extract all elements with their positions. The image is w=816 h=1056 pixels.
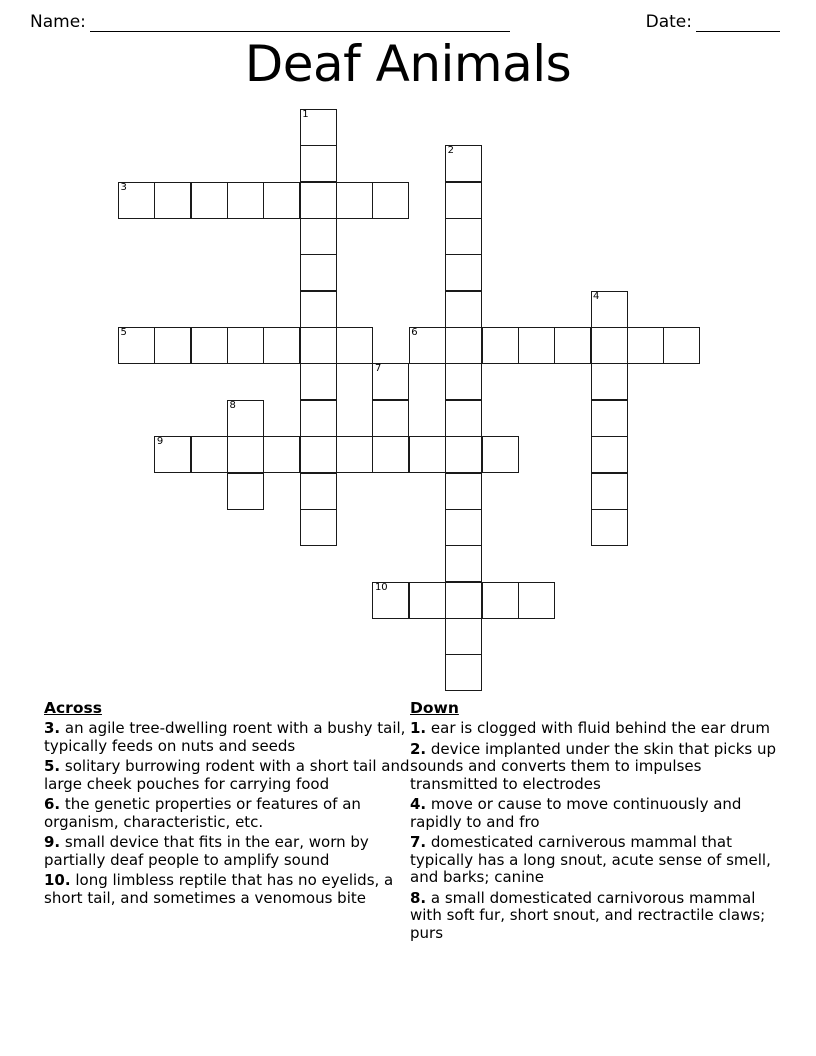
clue-number: 3. (44, 719, 61, 737)
crossword-cell[interactable] (591, 436, 628, 473)
crossword-cell[interactable] (227, 327, 264, 364)
crossword-cell[interactable] (227, 182, 264, 219)
clue-down-4 (410, 796, 776, 831)
cell-number: 3 (120, 181, 127, 193)
crossword-cell[interactable] (445, 363, 482, 400)
crossword-cell[interactable] (372, 363, 409, 400)
crossword-cell[interactable] (263, 327, 300, 364)
crossword-cell[interactable] (154, 436, 191, 473)
clue-number: 5. (44, 757, 61, 775)
clue-down-7 (410, 834, 776, 887)
cell-number: 6 (411, 327, 418, 339)
crossword-cell[interactable] (445, 400, 482, 437)
clues-section (0, 698, 816, 945)
crossword-cell[interactable] (300, 327, 337, 364)
clue-across-3 (44, 720, 410, 755)
crossword-cell[interactable] (445, 145, 482, 182)
crossword-cell[interactable] (300, 400, 337, 437)
crossword-cell[interactable] (300, 254, 337, 291)
clue-down-2 (410, 741, 776, 794)
clue-number: 7. (410, 833, 427, 851)
clue-number: 8. (410, 888, 427, 907)
crossword-cell[interactable] (154, 327, 191, 364)
crossword-cell[interactable] (191, 436, 228, 473)
crossword-cell[interactable] (227, 436, 264, 473)
crossword-cell[interactable] (445, 473, 482, 510)
across-clue-list (44, 720, 410, 907)
crossword-cell[interactable] (227, 400, 264, 437)
clue-text: a small domesticated carnivorous mammal with soft fur, short snout, and rectractile claws; purs (410, 888, 766, 942)
down-heading: Down (410, 699, 459, 717)
crossword-cell[interactable] (591, 473, 628, 510)
cell-number: 9 (156, 436, 164, 448)
crossword-cell[interactable] (445, 182, 482, 219)
cell-number: 2 (447, 145, 455, 157)
crossword-cell[interactable] (409, 436, 446, 473)
crossword-cell[interactable] (191, 182, 228, 219)
clue-across-10 (44, 872, 410, 907)
crossword-cell[interactable] (518, 582, 555, 619)
crossword-cell[interactable] (300, 182, 337, 219)
clue-number: 2. (410, 739, 427, 758)
clue-down-8 (410, 890, 776, 943)
clue-number: 4. (410, 795, 427, 813)
clue-across-6 (44, 796, 410, 831)
crossword-cell[interactable] (591, 327, 628, 364)
crossword-cell[interactable] (591, 509, 628, 546)
cell-number: 1 (302, 109, 309, 120)
clue-number: 9. (44, 833, 61, 851)
clue-text: long limbless reptile that has no eyelids, a short tail, and sometimes a venomous bite (44, 871, 394, 907)
cell-number: 4 (593, 290, 600, 302)
clue-text: solitary burrowing rodent with a short tail and large cheek pouches for carrying food (44, 757, 410, 793)
crossword-cell[interactable] (482, 327, 519, 364)
crossword-cell[interactable] (591, 363, 628, 400)
crossword-cell[interactable] (445, 327, 482, 364)
crossword-cell[interactable] (300, 509, 337, 546)
clue-down-1 (410, 720, 776, 738)
clue-number: 1. (410, 719, 427, 737)
page-title: Deaf Animals (244, 35, 572, 93)
clue-text: domesticated carniverous mammal that typically has a long snout, acute sense of smell, and barks; canine (410, 833, 771, 886)
crossword-cell[interactable] (263, 436, 300, 473)
crossword-cell[interactable] (118, 182, 155, 219)
down-clues-column (410, 698, 776, 945)
crossword-cell[interactable] (445, 545, 482, 582)
crossword-cell[interactable] (300, 363, 337, 400)
crossword-cell[interactable] (591, 291, 628, 328)
crossword-cell[interactable] (445, 218, 482, 255)
across-heading: Across (44, 699, 102, 717)
clue-text: small device that fits in the ear, worn by partially deaf people to amplify sound (44, 833, 369, 869)
cell-number: 8 (229, 399, 236, 411)
clue-number: 6. (44, 795, 61, 813)
crossword-cell[interactable] (482, 436, 519, 473)
crossword-cell[interactable] (445, 582, 482, 619)
crossword-cell[interactable] (409, 582, 446, 619)
crossword-cell[interactable] (372, 182, 409, 219)
clue-text: the genetic properties or features of an organism, characteristic, etc. (44, 795, 361, 831)
clue-text: move or cause to move continuously and rapidly to and fro (410, 795, 742, 831)
cell-number: 10 (374, 581, 388, 593)
across-clues-column (44, 698, 410, 945)
crossword-cell[interactable] (409, 327, 446, 364)
crossword-cell[interactable] (300, 473, 337, 510)
crossword-cell[interactable] (300, 436, 337, 473)
crossword-cell[interactable] (300, 109, 337, 146)
crossword-cell[interactable] (227, 473, 264, 510)
clue-number: 10. (44, 871, 71, 889)
crossword-cell[interactable] (445, 618, 482, 655)
cell-number: 5 (120, 327, 127, 339)
crossword-cell[interactable] (300, 218, 337, 255)
clue-across-5 (44, 758, 410, 793)
name-label: Name: (30, 12, 86, 32)
crossword-cell[interactable] (627, 327, 664, 364)
crossword-cell[interactable] (191, 327, 228, 364)
crossword-cell[interactable] (118, 327, 155, 364)
crossword-cell[interactable] (591, 400, 628, 437)
crossword-cell[interactable] (482, 582, 519, 619)
crossword-cell[interactable] (372, 582, 409, 619)
crossword-cell[interactable] (336, 327, 373, 364)
clue-text: an agile tree-dwelling roent with a bushy tail, typically feeds on nuts and seeds (44, 719, 406, 755)
cell-number: 7 (374, 363, 382, 375)
clue-text: ear is clogged with fluid behind the ear drum (426, 719, 770, 737)
down-clue-list (410, 720, 776, 942)
crossword-cell[interactable] (445, 654, 482, 691)
crossword-cell[interactable] (445, 509, 482, 546)
crossword-cell[interactable] (154, 182, 191, 219)
crossword-cell[interactable] (300, 291, 337, 328)
date-label: Date: (645, 12, 692, 32)
crossword-cell[interactable] (518, 327, 555, 364)
crossword-cell[interactable] (336, 436, 373, 473)
crossword-cell[interactable] (372, 436, 409, 473)
crossword-cell[interactable] (336, 182, 373, 219)
crossword-cell[interactable] (300, 145, 337, 182)
crossword-cell[interactable] (445, 254, 482, 291)
crossword-cell[interactable] (445, 291, 482, 328)
crossword-cell[interactable] (372, 400, 409, 437)
clue-text: device implanted under the skin that picks up sounds and converts them to impulses transmitted to electrodes (410, 739, 777, 793)
clue-across-9 (44, 834, 410, 869)
crossword-cell[interactable] (663, 327, 700, 364)
crossword-cell[interactable] (445, 436, 482, 473)
crossword-cell[interactable] (263, 182, 300, 219)
crossword-cell[interactable] (554, 327, 591, 364)
